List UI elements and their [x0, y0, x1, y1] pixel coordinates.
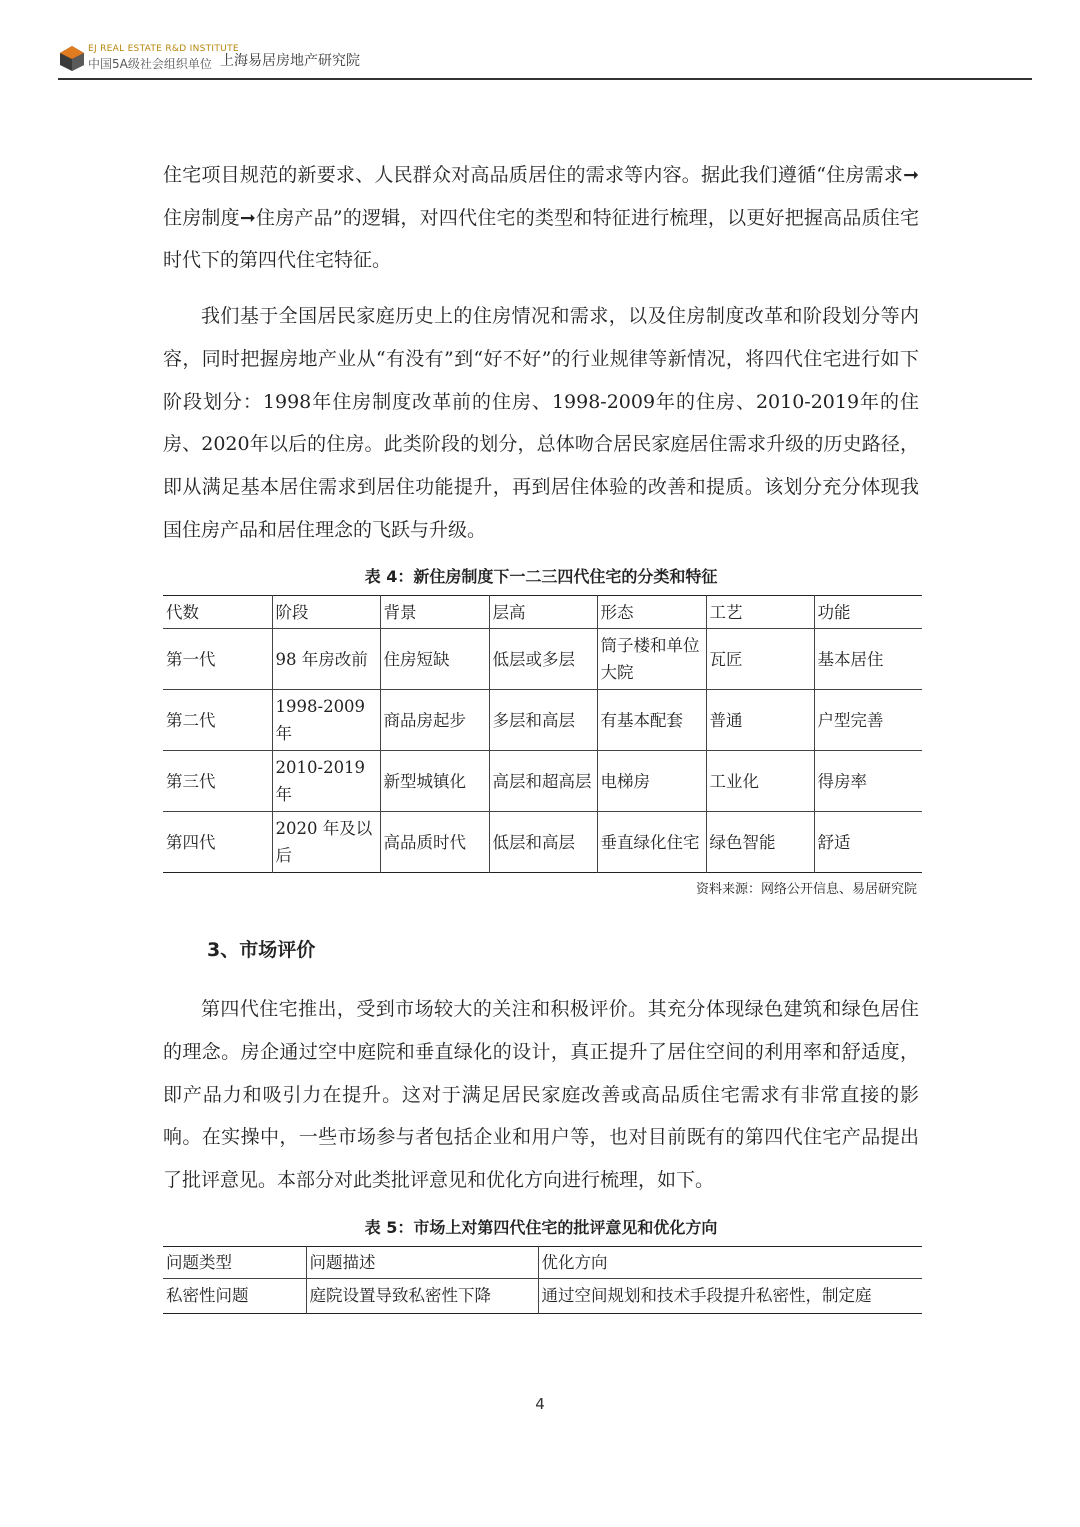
table-cell: 1998-2009 年	[272, 690, 380, 751]
table-cell: 高层和超高层	[489, 751, 597, 812]
page-number: 4	[535, 1395, 545, 1413]
table-cell: 新型城镇化	[380, 751, 489, 812]
table-cell: 户型完善	[814, 690, 922, 751]
paragraph-3: 第四代住宅推出，受到市场较大的关注和积极评价。其充分体现绿色建筑和绿色居住的理念。房企通过空中庭院和垂直绿化的设计，真正提升了居住空间的利用率和舒适度，即产品力和吸引力在提升。这对于满足居民家庭改善或高品质住宅需求有非常直接的影响。在实操中，一些市场参与者包括企业和用户等，也对目前既有的第四代住宅产品提出了批评意见。本部分对此类批评意见和优化方向进行梳理，如下。	[163, 998, 919, 1192]
table-cell: 第一代	[163, 629, 272, 690]
institute-name: 上海易居房地产研究院	[220, 53, 360, 69]
table5-header-cell: 优化方向	[538, 1246, 922, 1278]
table4-header-cell: 层高	[489, 596, 597, 629]
table-cell: 通过空间规划和技术手段提升私密性，制定庭	[538, 1278, 922, 1313]
table4-caption: 表 4：新住房制度下一二三四代住宅的分类和特征	[364, 567, 718, 587]
table5-header-cell: 问题类型	[163, 1246, 306, 1278]
table-cell: 瓦匠	[706, 629, 814, 690]
table5-header-row	[163, 1246, 922, 1278]
table-cell: 第二代	[163, 690, 272, 751]
table4-header-cell: 阶段	[272, 596, 380, 629]
institute-logo-icon	[58, 44, 86, 72]
table4-header-cell: 背景	[380, 596, 489, 629]
table-cell: 垂直绿化住宅	[597, 812, 706, 873]
table4-source: 资料来源：网络公开信息、易居研究院	[695, 882, 917, 898]
table-cell: 电梯房	[597, 751, 706, 812]
table5	[163, 1246, 922, 1314]
table4-header-cell: 代数	[163, 596, 272, 629]
table-cell: 有基本配套	[597, 690, 706, 751]
section-heading: 3、市场评价	[207, 939, 316, 962]
table-cell: 绿色智能	[706, 812, 814, 873]
table-cell: 筒子楼和单位大院	[597, 629, 706, 690]
table-cell: 高品质时代	[380, 812, 489, 873]
table4-header-cell: 工艺	[706, 596, 814, 629]
table-cell: 庭院设置导致私密性下降	[306, 1278, 538, 1313]
table-cell: 普通	[706, 690, 814, 751]
table-row	[163, 1278, 922, 1313]
table-cell: 商品房起步	[380, 690, 489, 751]
table5-header-cell: 问题描述	[306, 1246, 538, 1278]
page-header	[58, 42, 1032, 80]
table-row	[163, 812, 922, 873]
table4-header-cell: 功能	[814, 596, 922, 629]
table-cell: 基本居住	[814, 629, 922, 690]
page-content	[163, 154, 919, 1314]
paragraph-1: 住宅项目规范的新要求、人民群众对高品质居住的需求等内容。据此我们遵循“住房需求➞住房制度➞住房产品”的逻辑，对四代住宅的类型和特征进行梳理，以更好把握高品质住宅时代下的第四代住宅特征。	[163, 164, 919, 272]
table-cell: 舒适	[814, 812, 922, 873]
table-cell: 低层或多层	[489, 629, 597, 690]
table-cell: 得房率	[814, 751, 922, 812]
table4-header-cell: 形态	[597, 596, 706, 629]
table-cell: 2010-2019 年	[272, 751, 380, 812]
institute-english-name: EJ REAL ESTATE R&D INSTITUTE	[88, 44, 239, 54]
table-cell: 2020 年及以后	[272, 812, 380, 873]
paragraph-2: 我们基于全国居民家庭历史上的住房情况和需求，以及住房制度改革和阶段划分等内容，同时把握房地产业从“有没有”到“好不好”的行业规律等新情况，将四代住宅进行如下阶段划分：1998年住房制度改革前的住房、1998-2009年的住房、2010-2019年的住房、2020年以后的住房。此类阶段的划分，总体吻合居民家庭居住需求升级的历史路径，即从满足基本居住需求到居住功能提升，再到居住体验的改善和提质。该划分充分体现我国住房产品和居住理念的飞跃与升级。	[163, 305, 919, 541]
table-cell: 第三代	[163, 751, 272, 812]
table-row	[163, 751, 922, 812]
table4-header-row	[163, 596, 922, 629]
table-cell: 98 年房改前	[272, 629, 380, 690]
table-cell: 私密性问题	[166, 1286, 249, 1306]
table-cell: 工业化	[706, 751, 814, 812]
table-cell: 多层和高层	[489, 690, 597, 751]
table-cell: 第四代	[166, 832, 216, 852]
table4	[163, 595, 922, 873]
institute-tagline: 中国5A级社会组织单位	[88, 57, 212, 71]
table-cell: 住房短缺	[380, 629, 489, 690]
table-cell: 低层和高层	[489, 812, 597, 873]
table5-caption: 表 5：市场上对第四代住宅的批评意见和优化方向	[364, 1217, 718, 1237]
table-row	[163, 690, 922, 751]
table-row	[163, 629, 922, 690]
